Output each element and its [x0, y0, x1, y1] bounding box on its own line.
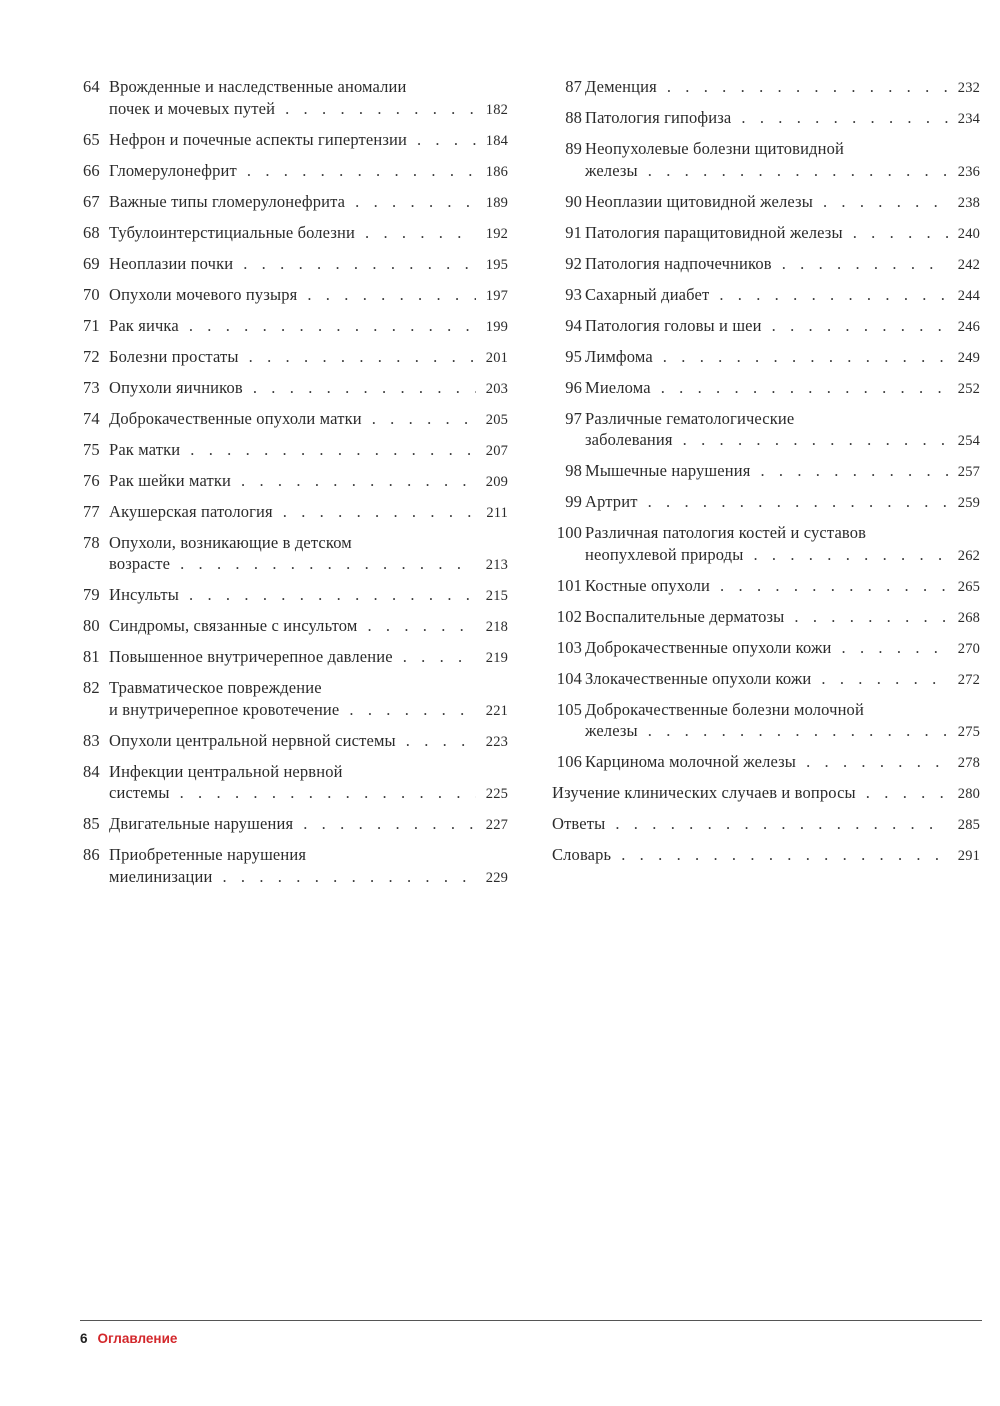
chapter-number: 95 — [565, 346, 582, 366]
chapter-title-line: Патология надпочечников — [585, 253, 772, 273]
toc-entry[interactable] — [80, 377, 508, 401]
dot-leader — [648, 160, 948, 182]
dot-leader — [782, 253, 948, 275]
chapter-number: 91 — [565, 222, 582, 242]
dot-leader — [355, 191, 476, 213]
dot-leader — [866, 782, 948, 804]
chapter-title — [109, 191, 508, 215]
dot-leader — [189, 584, 476, 606]
chapter-number: 105 — [556, 699, 582, 719]
chapter-number: 85 — [83, 814, 100, 833]
toc-entry[interactable] — [80, 730, 508, 754]
toc-column-right — [552, 76, 980, 875]
chapter-title-line: Патология гипофиза — [585, 108, 732, 127]
chapter-number: 103 — [556, 637, 582, 657]
page-reference: 221 — [485, 702, 508, 719]
chapter-title-line: Нефрон и почечные аспекты гипертензии — [109, 129, 407, 149]
toc-entry[interactable] — [80, 813, 508, 837]
chapter-title — [109, 844, 508, 889]
dot-leader — [365, 222, 476, 244]
toc-entry[interactable] — [552, 782, 980, 806]
page-reference: 252 — [957, 380, 980, 397]
chapter-title — [585, 668, 980, 692]
toc-entry[interactable] — [80, 677, 508, 722]
chapter-title-line: Опухоли центральной нервной системы — [109, 730, 396, 750]
dot-leader — [853, 222, 948, 244]
page-reference: 203 — [485, 380, 508, 397]
chapter-number: 64 — [83, 77, 100, 96]
chapter-title-line: Артрит — [585, 492, 638, 511]
dot-leader — [190, 439, 476, 461]
toc-entry[interactable] — [552, 668, 980, 692]
page-reference: 199 — [485, 318, 508, 335]
toc-entry[interactable] — [80, 584, 508, 608]
chapter-title-line: Патология головы и шеи — [585, 315, 762, 335]
chapter-title-line: Инфекции центральной нервной — [109, 761, 343, 781]
chapter-title-line: Синдромы, связанные с инсультом — [109, 616, 358, 635]
chapter-title — [585, 751, 980, 775]
dot-leader — [180, 553, 476, 575]
toc-entry[interactable] — [80, 532, 508, 577]
page-reference: 262 — [957, 547, 980, 564]
page-reference: 211 — [486, 504, 508, 521]
toc-entry[interactable] — [552, 637, 980, 661]
dot-leader — [760, 460, 948, 482]
chapter-number: 93 — [565, 284, 582, 304]
dot-leader — [285, 98, 476, 120]
toc-entry[interactable] — [552, 813, 980, 837]
toc-entry[interactable] — [80, 615, 508, 639]
chapter-number: 66 — [83, 160, 100, 180]
chapter-number: 71 — [83, 315, 100, 335]
toc-entry[interactable] — [80, 501, 508, 525]
chapter-number: 101 — [556, 575, 582, 595]
page-reference: 244 — [957, 287, 980, 304]
chapter-number: 82 — [83, 678, 100, 697]
chapter-title-line: Неоплазии щитовидной железы — [585, 191, 813, 211]
toc-entry[interactable] — [80, 284, 508, 308]
toc-entry[interactable] — [552, 491, 980, 515]
toc-entry[interactable] — [552, 522, 980, 567]
chapter-title — [109, 501, 508, 525]
chapter-title-line: Различная патология костей и суставов — [585, 523, 867, 542]
chapter-title — [109, 76, 508, 121]
toc-entry[interactable] — [80, 761, 508, 806]
page-reference: 257 — [957, 464, 980, 480]
chapter-title — [585, 284, 980, 308]
dot-leader — [842, 637, 948, 659]
page-reference: 192 — [485, 225, 508, 242]
chapter-number: 99 — [565, 492, 582, 511]
toc-entry[interactable] — [552, 315, 980, 339]
chapter-title-line: Тубулоинтерстициальные болезни — [109, 222, 355, 242]
toc-entry[interactable] — [80, 222, 508, 246]
chapter-number: 90 — [565, 191, 582, 211]
chapter-title — [109, 222, 508, 246]
dot-leader — [683, 429, 948, 451]
page-reference: 275 — [957, 724, 980, 740]
chapter-title — [585, 315, 980, 339]
toc-entry[interactable] — [80, 844, 508, 889]
chapter-title — [109, 584, 508, 608]
dot-leader — [615, 813, 948, 835]
chapter-title — [585, 138, 980, 183]
dot-leader — [661, 377, 948, 399]
chapter-title-line: Карцинома молочной железы — [585, 752, 797, 771]
chapter-number: 80 — [83, 616, 100, 635]
chapter-title — [585, 637, 980, 661]
chapter-title — [109, 160, 508, 184]
dot-leader — [719, 284, 948, 306]
chapter-title — [109, 615, 508, 639]
chapter-title — [109, 439, 508, 463]
chapter-title-line: Приобретенные нарушения — [109, 845, 307, 864]
dot-leader — [249, 346, 476, 368]
chapter-title — [585, 253, 980, 277]
chapter-number: 75 — [83, 439, 100, 459]
dot-leader — [720, 575, 948, 597]
chapter-title-line: Миелома — [585, 377, 651, 397]
page-reference: 205 — [485, 411, 508, 428]
chapter-title-line: Сахарный диабет — [585, 284, 710, 304]
chapter-title-line: Акушерская патология — [109, 501, 273, 521]
chapter-title — [109, 346, 508, 370]
chapter-number: 86 — [83, 845, 100, 864]
page-reference: 236 — [957, 163, 980, 180]
toc-entry[interactable] — [552, 222, 980, 246]
page-reference: 232 — [957, 80, 980, 96]
chapter-number: 88 — [565, 108, 582, 127]
page-reference: 240 — [957, 225, 980, 242]
dot-leader — [241, 470, 476, 492]
dot-leader — [403, 646, 476, 668]
chapter-title-line: Опухоли, возникающие в детском — [109, 532, 352, 552]
dot-leader — [417, 129, 476, 151]
toc-entry[interactable] — [552, 460, 980, 484]
chapter-title-line: неопухлевой природы — [585, 544, 744, 564]
page-reference: 249 — [957, 349, 980, 366]
chapter-title-line: Изучение клинических случаев и вопросы — [552, 783, 856, 802]
page-reference: 278 — [957, 755, 980, 771]
chapter-number: 100 — [556, 523, 582, 542]
toc-entry[interactable] — [80, 646, 508, 670]
chapter-title-line: почек и мочевых путей — [109, 98, 276, 118]
page-reference: 215 — [485, 588, 508, 604]
dot-leader — [243, 253, 476, 275]
chapter-title-line: Неопухолевые болезни щитовидной — [585, 139, 844, 158]
toc-entry[interactable] — [552, 606, 980, 630]
page-reference: 189 — [485, 194, 508, 211]
dot-leader — [406, 730, 476, 752]
chapter-title-line: Патология паращитовидной железы — [585, 222, 843, 242]
page-footer — [80, 1331, 177, 1346]
chapter-title-line: Доброкачественные опухоли матки — [109, 408, 362, 428]
dot-leader — [307, 284, 476, 306]
page-reference: 242 — [957, 256, 980, 273]
toc-entry[interactable] — [80, 160, 508, 184]
toc-entry[interactable] — [552, 844, 980, 868]
page-reference: 246 — [957, 318, 980, 335]
chapter-number: 74 — [83, 408, 100, 428]
chapter-title-line: Гломерулонефрит — [109, 160, 237, 180]
toc-entry[interactable] — [552, 138, 980, 183]
chapter-title-line: Воспалительные дерматозы — [585, 606, 785, 626]
page-reference: 270 — [957, 640, 980, 657]
chapter-title-line: Ответы — [552, 814, 606, 833]
chapter-title-line: железы — [585, 160, 638, 180]
dot-leader — [303, 813, 476, 835]
chapter-title-line: Двигательные нарушения — [109, 814, 294, 833]
dot-leader — [663, 346, 948, 368]
page-reference: 219 — [485, 650, 508, 666]
toc-entry[interactable] — [552, 253, 980, 277]
chapter-title — [552, 844, 980, 868]
toc-entry[interactable] — [80, 408, 508, 432]
page-reference: 227 — [485, 817, 508, 833]
chapter-title — [109, 646, 508, 670]
chapter-title — [585, 377, 980, 401]
chapter-title — [109, 470, 508, 494]
chapter-number: 106 — [556, 752, 582, 771]
chapter-number: 73 — [83, 377, 100, 397]
chapter-title-line: железы — [585, 721, 638, 740]
chapter-title — [585, 222, 980, 246]
chapter-title-line: Злокачественные опухоли кожи — [585, 668, 812, 688]
toc-entry[interactable] — [552, 346, 980, 370]
page-reference: 285 — [957, 817, 980, 833]
toc-entry[interactable] — [80, 470, 508, 494]
dot-leader — [821, 668, 948, 690]
toc-entry[interactable] — [80, 253, 508, 277]
page-reference: 207 — [485, 442, 508, 459]
toc-entry[interactable] — [552, 751, 980, 775]
chapter-title — [109, 129, 508, 153]
chapter-title — [109, 253, 508, 277]
dot-leader — [349, 699, 476, 721]
chapter-title — [585, 575, 980, 599]
toc-entry[interactable] — [80, 346, 508, 370]
dot-leader — [247, 160, 476, 182]
chapter-number: 89 — [565, 139, 582, 158]
page-reference: 259 — [957, 495, 980, 511]
chapter-title-line: Неоплазии почки — [109, 253, 234, 273]
dot-leader — [794, 606, 948, 628]
chapter-title-line: Костные опухоли — [585, 575, 711, 595]
chapter-number: 67 — [83, 191, 100, 211]
dot-leader — [283, 501, 476, 523]
chapter-number: 81 — [83, 647, 100, 666]
chapter-title-line: Рак яичка — [109, 315, 179, 335]
chapter-title — [585, 699, 980, 744]
page-reference: 182 — [485, 101, 508, 118]
chapter-title-line: возрасте — [109, 554, 171, 573]
chapter-number: 70 — [83, 284, 100, 304]
toc-entry[interactable] — [552, 377, 980, 401]
chapter-title — [109, 377, 508, 401]
page-reference: 201 — [485, 349, 508, 366]
toc-entry[interactable] — [80, 315, 508, 339]
page-reference: 291 — [957, 848, 980, 864]
chapter-title-line: Опухоли яичников — [109, 377, 243, 397]
chapter-number: 92 — [565, 253, 582, 273]
chapter-number: 102 — [556, 606, 582, 626]
dot-leader — [189, 315, 476, 337]
dot-leader — [180, 782, 476, 804]
chapter-title-line: Повышенное внутричерепное давление — [109, 647, 393, 666]
chapter-number: 76 — [83, 470, 100, 490]
page-reference: 229 — [485, 869, 508, 886]
toc-entry[interactable] — [552, 76, 980, 100]
chapter-number: 83 — [83, 730, 100, 750]
chapter-title-line: Лимфома — [585, 346, 653, 366]
chapter-title-line: Врожденные и наследственные аномалии — [109, 77, 407, 96]
dot-leader — [648, 720, 948, 742]
chapter-title-line: Деменция — [585, 77, 657, 96]
chapter-title — [552, 782, 980, 806]
chapter-title — [109, 532, 508, 577]
dot-leader — [753, 544, 948, 566]
page-reference: 186 — [485, 163, 508, 180]
toc-column-left — [80, 76, 508, 897]
toc-entry[interactable] — [80, 439, 508, 463]
chapter-title-line: Рак матки — [109, 439, 181, 459]
chapter-title-line: системы — [109, 783, 170, 802]
chapter-title-line: Важные типы гломерулонефрита — [109, 191, 346, 211]
page-reference: 209 — [485, 473, 508, 490]
chapter-title — [552, 813, 980, 837]
page-reference: 268 — [957, 609, 980, 626]
chapter-title — [585, 346, 980, 370]
chapter-title-line: Болезни простаты — [109, 346, 239, 366]
chapter-number: 98 — [565, 461, 582, 480]
dot-leader — [772, 315, 948, 337]
chapter-title-line: заболевания — [585, 430, 673, 449]
dot-leader — [806, 751, 948, 773]
chapter-title — [585, 460, 980, 484]
page-reference: 272 — [957, 671, 980, 688]
chapter-title-line: миелинизации — [109, 866, 213, 886]
page-reference: 197 — [485, 287, 508, 304]
chapter-number: 68 — [83, 222, 100, 242]
chapter-title — [109, 315, 508, 339]
page-reference: 225 — [485, 786, 508, 802]
chapter-title-line: и внутричерепное кровотечение — [109, 699, 340, 719]
dot-leader — [253, 377, 476, 399]
chapter-title-line: Инсульты — [109, 585, 180, 604]
chapter-number: 104 — [556, 668, 582, 688]
chapter-number: 94 — [565, 315, 582, 335]
chapter-title — [585, 107, 980, 131]
chapter-title — [109, 284, 508, 308]
toc-entry[interactable] — [552, 699, 980, 744]
page-reference: 213 — [485, 557, 508, 573]
toc-entry[interactable] — [80, 129, 508, 153]
chapter-title — [109, 677, 508, 722]
chapter-number: 77 — [83, 501, 100, 521]
page-number: 6 — [80, 1331, 88, 1346]
toc-entry[interactable] — [552, 575, 980, 599]
chapter-number: 65 — [83, 129, 100, 149]
chapter-number: 78 — [83, 532, 100, 552]
chapter-title — [585, 606, 980, 630]
chapter-title-line: Различные гематологические — [585, 408, 795, 428]
chapter-title — [585, 408, 980, 453]
chapter-title-line: Словарь — [552, 845, 612, 864]
chapter-title — [109, 813, 508, 837]
chapter-title — [585, 491, 980, 515]
toc-entry[interactable] — [552, 408, 980, 453]
page-reference: 223 — [485, 733, 508, 750]
toc-entry[interactable] — [80, 191, 508, 215]
chapter-title-line: Мышечные нарушения — [585, 461, 751, 480]
section-title: Оглавление — [97, 1331, 178, 1346]
chapter-title — [585, 522, 980, 567]
chapter-number: 84 — [83, 761, 100, 781]
footer-divider — [80, 1320, 982, 1321]
chapter-number: 96 — [565, 377, 582, 397]
dot-leader — [648, 491, 948, 513]
toc-entry[interactable] — [552, 191, 980, 215]
page-reference: 234 — [957, 111, 980, 127]
toc-entry[interactable] — [80, 76, 508, 121]
dot-leader — [621, 844, 948, 866]
chapter-number: 97 — [565, 408, 582, 428]
chapter-number: 69 — [83, 253, 100, 273]
page-reference: 195 — [485, 256, 508, 273]
page-reference: 184 — [485, 132, 508, 149]
toc-entry[interactable] — [552, 284, 980, 308]
chapter-title — [585, 76, 980, 100]
chapter-title — [585, 191, 980, 215]
page-reference: 265 — [957, 578, 980, 595]
page-reference: 280 — [957, 786, 980, 802]
page-reference: 254 — [957, 433, 980, 449]
dot-leader — [367, 615, 476, 637]
chapter-title — [109, 761, 508, 806]
chapter-number: 79 — [83, 585, 100, 604]
chapter-title-line: Доброкачественные болезни молочной — [585, 699, 864, 719]
chapter-title-line: Травматическое повреждение — [109, 678, 322, 697]
chapter-title — [109, 408, 508, 432]
chapter-title-line: Опухоли мочевого пузыря — [109, 284, 298, 304]
page-reference: 238 — [957, 194, 980, 211]
chapter-title-line: Доброкачественные опухоли кожи — [585, 637, 832, 657]
dot-leader — [823, 191, 948, 213]
chapter-number: 72 — [83, 346, 100, 366]
chapter-number: 87 — [565, 77, 582, 96]
dot-leader — [372, 408, 476, 430]
dot-leader — [222, 866, 476, 888]
toc-entry[interactable] — [552, 107, 980, 131]
dot-leader — [741, 107, 948, 129]
dot-leader — [667, 76, 948, 98]
chapter-title — [109, 730, 508, 754]
page-reference: 218 — [485, 619, 508, 635]
chapter-title-line: Рак шейки матки — [109, 470, 232, 490]
